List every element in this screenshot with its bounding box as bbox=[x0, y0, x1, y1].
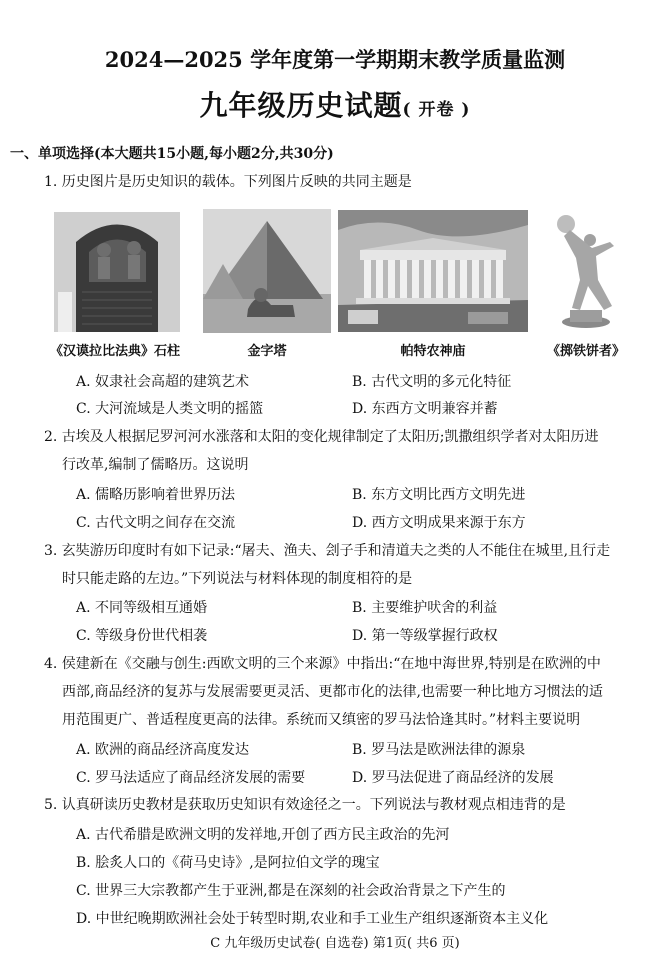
question-4-stem-line-2: 西部,商品经济的复苏与发展需要更灵活、更都市化的法律,也需要一种比地方习惯法的适 bbox=[62, 684, 603, 700]
statue-image-drawing bbox=[540, 210, 632, 332]
question-1-stem: 1. 历史图片是历史知识的载体。下列图片反映的共同主题是 bbox=[44, 174, 412, 190]
exam-title bbox=[0, 84, 670, 124]
question-5-option-c: C. 世界三大宗教都产生于亚洲,都是在深刻的社会政治背景之下产生的 bbox=[76, 883, 506, 899]
question-2-option-a: A. 儒略历影响着世界历法 bbox=[76, 487, 236, 503]
exam-header-line: 2024—2025 学年度第一学期期末教学质量监测 bbox=[104, 47, 566, 72]
question-5-option-b: B. 脍炙人口的《荷马史诗》,是阿拉伯文学的瑰宝 bbox=[76, 855, 380, 871]
question-4-option-c: C. 罗马法适应了商品经济发展的需要 bbox=[76, 770, 306, 786]
pyramid-image-drawing bbox=[203, 209, 331, 333]
question-2-option-c: C. 古代文明之间存在交流 bbox=[76, 515, 236, 531]
question-5-option-d: D. 中世纪晚期欧洲社会处于转型时期,农业和手工业生产组织逐渐资本主义化 bbox=[76, 911, 549, 927]
exam-title-suffix: ( 开卷 ) bbox=[402, 100, 471, 120]
statue-image bbox=[540, 210, 632, 332]
question-3-stem-line-1: 3. 玄奘游历印度时有如下记录:“屠夫、渔夫、刽子手和清道夫之类的人不能住在城里,且行走 bbox=[44, 543, 611, 559]
question-3-stem-line-2: 时只能走路的左边。”下列说法与材料体现的制度相符的是 bbox=[62, 571, 413, 587]
exam-title-text: 九年级历史试题 bbox=[199, 89, 403, 122]
stele-image bbox=[54, 212, 180, 332]
question-1-option-d: D. 东西方文明兼容并蓄 bbox=[352, 401, 498, 417]
question-4-stem-line-3: 用范围更广、普适程度更高的法律。系统而又缜密的罗马法恰逢其时。”材料主要说明 bbox=[62, 712, 581, 728]
question-1-option-a: A. 奴隶社会高超的建筑艺术 bbox=[76, 374, 250, 390]
page-footer: C 九年级历史试卷( 自选卷) 第1页( 共6 页) bbox=[210, 936, 460, 951]
question-4-stem-line-1: 4. 侯建新在《交融与创生:西欧文明的三个来源》中指出:“在地中海世界,特别是在欧洲的中 bbox=[44, 656, 601, 672]
question-2-stem-line-1: 2. 古埃及人根据尼罗河河水涨落和太阳的变化规律制定了太阳历;凯撒组织学者对太阳历进 bbox=[44, 429, 599, 445]
stele-image-drawing bbox=[54, 212, 180, 332]
question-2-option-b: B. 东方文明比西方文明先进 bbox=[352, 487, 526, 503]
question-4-option-a: A. 欧洲的商品经济高度发达 bbox=[76, 742, 250, 758]
section-heading: 一、单项选择(本大题共15小题,每小题2分,共30分) bbox=[10, 146, 334, 162]
question-3-option-d: D. 第一等级掌握行政权 bbox=[352, 628, 498, 644]
question-2-stem-line-2: 行改革,编制了儒略历。这说明 bbox=[62, 457, 249, 473]
image-caption-temple: 帕特农神庙 bbox=[400, 344, 466, 359]
question-4-option-b: B. 罗马法是欧洲法律的源泉 bbox=[352, 742, 526, 758]
image-caption-pyramid: 金字塔 bbox=[247, 344, 287, 359]
image-caption-stele: 《汉谟拉比法典》石柱 bbox=[49, 344, 180, 359]
question-5-option-a: A. 古代希腊是欧洲文明的发祥地,开创了西方民主政治的先河 bbox=[76, 827, 450, 843]
question-4-option-d: D. 罗马法促进了商品经济的发展 bbox=[352, 770, 554, 786]
image-caption-statue: 《掷铁饼者》 bbox=[546, 344, 625, 359]
question-3-option-b: B. 主要维护吠舍的利益 bbox=[352, 600, 498, 616]
question-3-option-a: A. 不同等级相互通婚 bbox=[76, 600, 208, 616]
question-1-option-c: C. 大河流域是人类文明的摇篮 bbox=[76, 401, 264, 417]
question-3-option-c: C. 等级身份世代相袭 bbox=[76, 628, 208, 644]
question-2-option-d: D. 西方文明成果来源于东方 bbox=[352, 515, 526, 531]
temple-image bbox=[338, 210, 528, 332]
question-5-stem: 5. 认真研读历史教材是获取历史知识有效途径之一。下列说法与教材观点相违背的是 bbox=[44, 797, 566, 813]
temple-image-drawing bbox=[338, 210, 528, 332]
pyramid-image bbox=[203, 209, 331, 333]
question-1-option-b: B. 古代文明的多元化特征 bbox=[352, 374, 512, 390]
